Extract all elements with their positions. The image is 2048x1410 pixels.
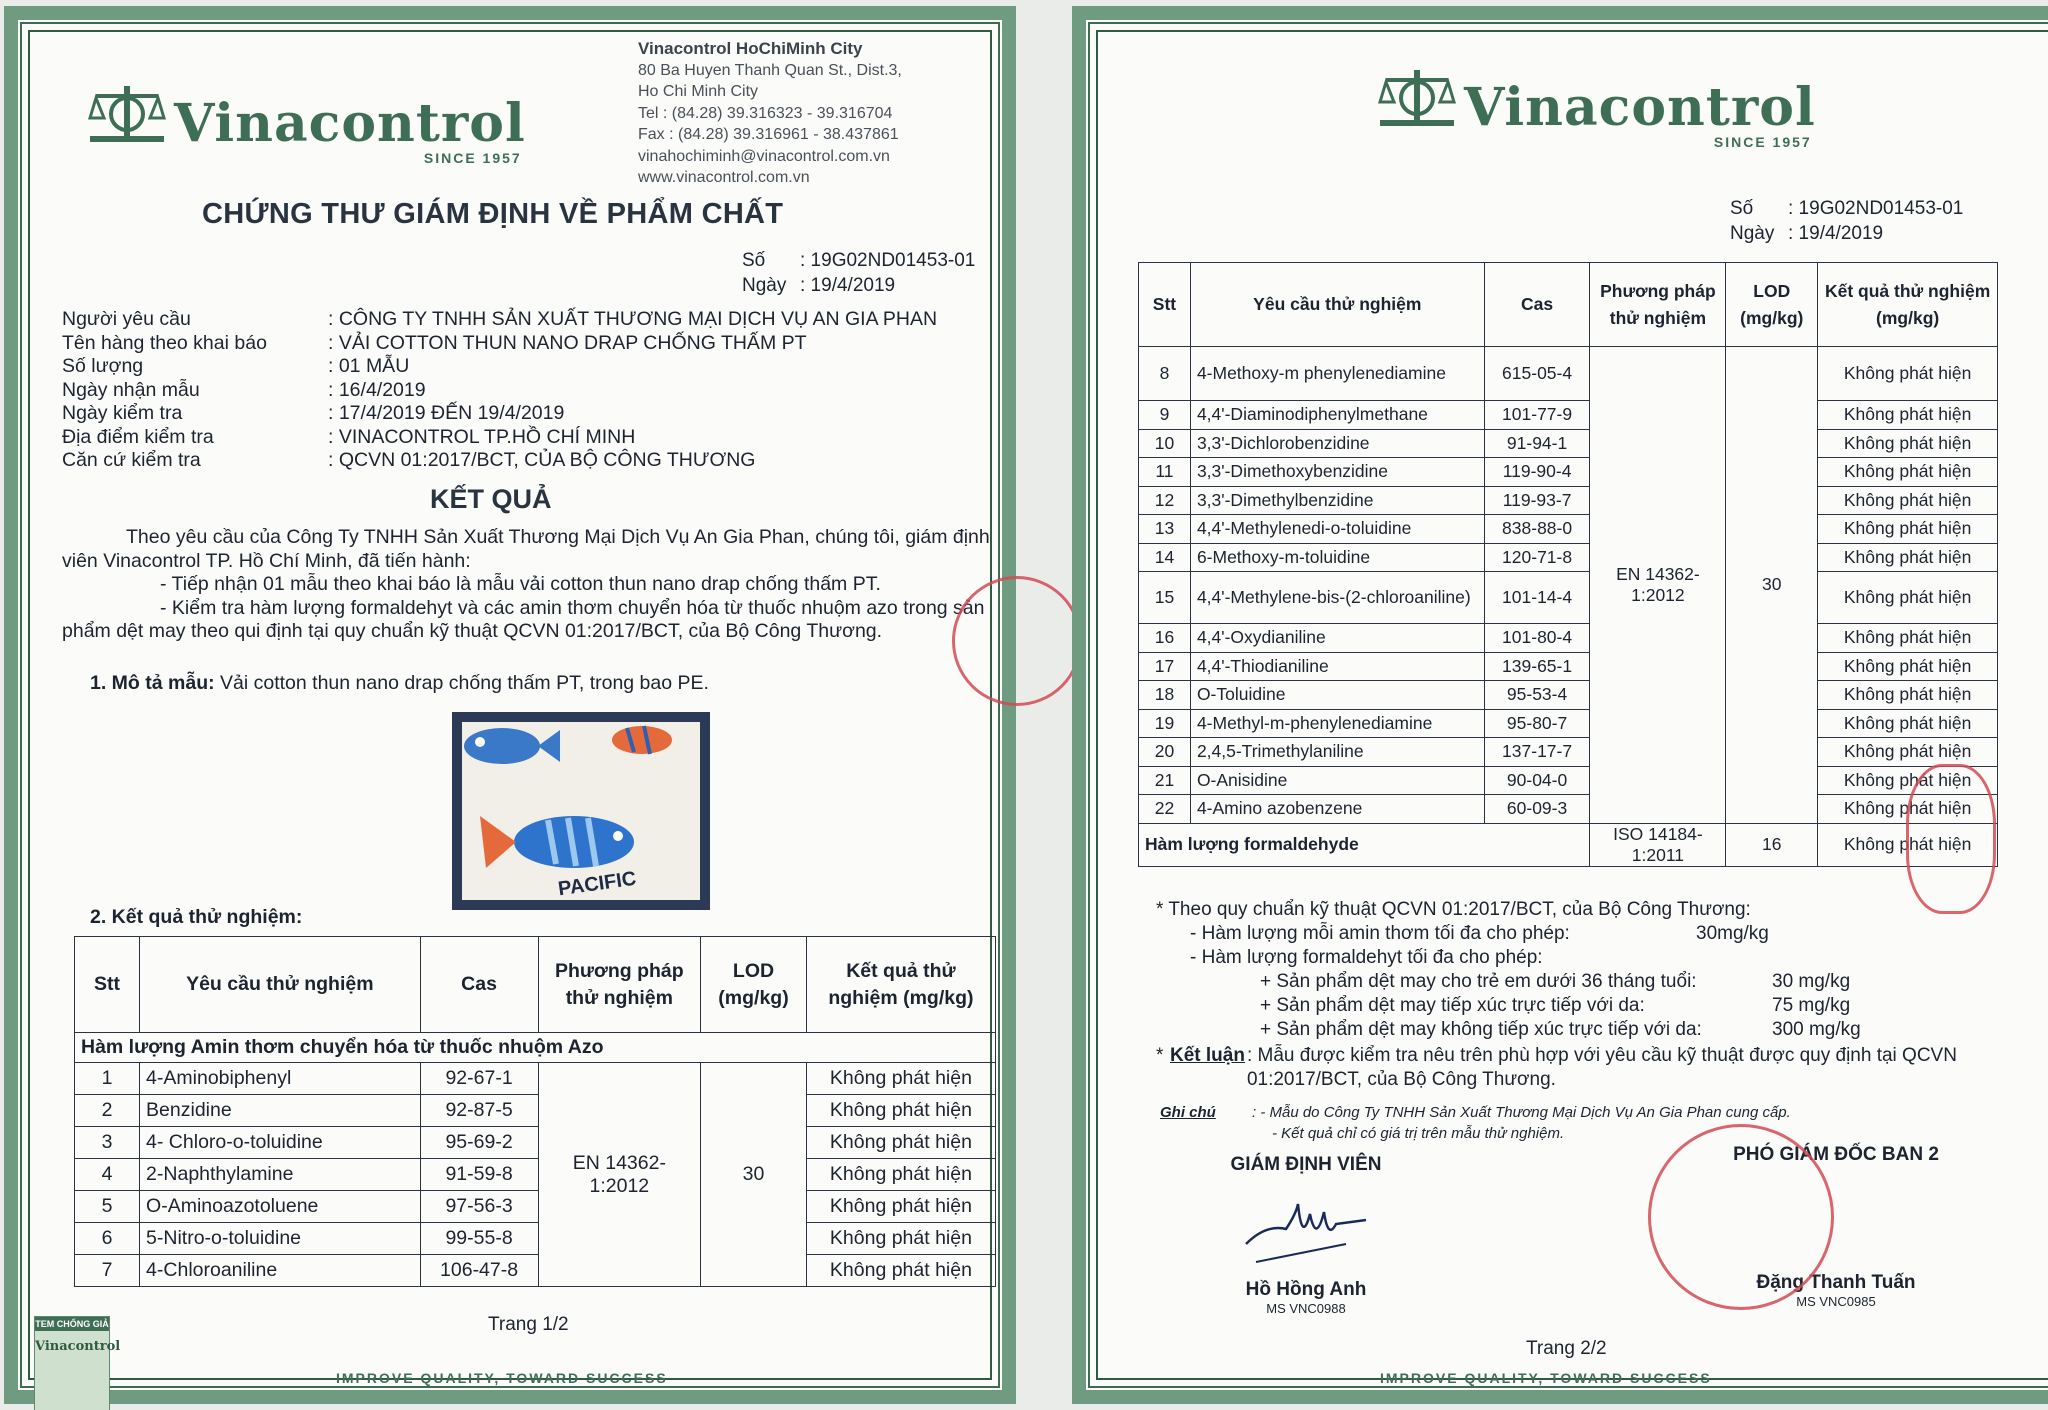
- red-company-stamp: [952, 576, 1082, 706]
- name-cell: 5-Nitro-o-toluidine: [140, 1223, 421, 1255]
- stt-cell: 7: [75, 1255, 140, 1287]
- red-company-stamp: [1648, 1124, 1834, 1310]
- name-cell: O-Anisidine: [1190, 766, 1484, 795]
- sample-photo: [452, 712, 710, 910]
- cas-cell: 101-77-9: [1484, 401, 1590, 430]
- document-title: CHỨNG THƯ GIÁM ĐỊNH VỀ PHẨM CHẤT: [202, 198, 784, 230]
- website-line: www.vinacontrol.com.vn: [638, 169, 810, 186]
- name-cell: 4,4'-Thiodianiline: [1190, 652, 1484, 681]
- so-value: : 19G02ND01453-01: [1788, 198, 1964, 219]
- note-value: 300 mg/kg: [1772, 1019, 1861, 1040]
- cas-cell: 99-55-8: [420, 1223, 538, 1255]
- stt-cell: 22: [1139, 795, 1191, 824]
- footnote-label: Ghi chú: [1160, 1104, 1216, 1121]
- table-row: [1139, 652, 1998, 681]
- table-row: [75, 1127, 996, 1159]
- results-heading: KẾT QUẢ: [430, 484, 552, 514]
- result-cell: Không phát hiện: [806, 1095, 995, 1127]
- results-table-1: [74, 936, 996, 1287]
- stt-cell: 10: [1139, 429, 1191, 458]
- name-cell: 4,4'-Methylenedi-o-toluidine: [1190, 515, 1484, 544]
- logo-wordmark: Vinacontrol: [1464, 77, 1816, 138]
- table-row: [1139, 458, 1998, 487]
- logo-since: SINCE 1957: [1713, 134, 1812, 150]
- regulation-notes: [1156, 898, 2036, 1092]
- section-test-results: [90, 906, 302, 929]
- scales-logo-icon: [1378, 64, 1456, 134]
- table-row: [1139, 738, 1998, 767]
- table-row: [1139, 486, 1998, 515]
- formaldehyde-label: Hàm lượng formaldehyde: [1139, 823, 1590, 866]
- table-row: [1139, 624, 1998, 653]
- note-value: 75 mg/kg: [1772, 995, 1851, 1016]
- col-header: LOD (mg/kg): [1726, 263, 1818, 347]
- note-label: - Hàm lượng mỗi amin thơm tối đa cho phép:: [1190, 923, 1570, 944]
- info-label: Ngày kiểm tra: [62, 402, 183, 424]
- lod-cell: 16: [1726, 823, 1818, 866]
- cas-cell: 137-17-7: [1484, 738, 1590, 767]
- stt-cell: 1: [75, 1063, 140, 1095]
- stt-cell: 15: [1139, 572, 1191, 624]
- conclusion-text: : Mẫu được kiểm tra nêu trên phù hợp với yêu cầu kỹ thuật được quy định tại QCVN 01:2017/BCT, của Bộ Công Thương.: [1246, 1045, 1957, 1090]
- info-value: : 17/4/2019 ĐẾN 19/4/2019: [328, 402, 565, 424]
- table-row: [1139, 347, 1998, 401]
- table-row: [1139, 429, 1998, 458]
- result-cell: Không phát hiện: [1818, 795, 1998, 824]
- col-header: Phương pháp thử nghiệm: [538, 937, 701, 1033]
- name-cell: 2-Naphthylamine: [140, 1159, 421, 1191]
- cas-cell: 60-09-3: [1484, 795, 1590, 824]
- stt-cell: 20: [1139, 738, 1191, 767]
- note-label: + Sản phẩm dệt may không tiếp xúc trực tiếp với da:: [1260, 1019, 1702, 1040]
- certificate-number-block: [742, 248, 975, 298]
- result-cell: Không phát hiện: [1818, 652, 1998, 681]
- table-row: [75, 1255, 996, 1287]
- sample-print-text: PACIFIC: [556, 867, 638, 900]
- so-label: Số: [1730, 198, 1754, 219]
- name-cell: 3,3'-Dimethoxybenzidine: [1190, 458, 1484, 487]
- tel-line: Tel : (84.28) 39.316323 - 39.316704: [638, 104, 893, 122]
- info-label: Người yêu cầu: [62, 308, 191, 330]
- result-cell: Không phát hiện: [1818, 515, 1998, 544]
- footer-slogan: IMPROVE QUALITY, TOWARD SUCCESS: [1380, 1370, 1712, 1386]
- col-header: Cas: [420, 937, 538, 1033]
- result-cell: Không phát hiện: [1818, 823, 1998, 866]
- table-row: [75, 1063, 996, 1095]
- cas-cell: 91-94-1: [1484, 429, 1590, 458]
- col-header: Stt: [75, 937, 140, 1033]
- name-cell: 4-Methyl-m-phenylenediamine: [1190, 709, 1484, 738]
- result-cell: Không phát hiện: [806, 1127, 995, 1159]
- result-cell: Không phát hiện: [1818, 347, 1998, 401]
- group-row: [75, 1033, 996, 1063]
- col-header: Kết quả thử nghiệm (mg/kg): [806, 937, 995, 1033]
- note-value: 30mg/kg: [1696, 923, 1769, 944]
- name-cell: 4-Chloroaniline: [140, 1255, 421, 1287]
- handwritten-signature: [1236, 1184, 1376, 1274]
- results-table-2: [1138, 262, 1998, 867]
- address-line: 80 Ba Huyen Thanh Quan St., Dist.3,: [638, 61, 902, 79]
- cas-cell: 101-80-4: [1484, 624, 1590, 653]
- request-info: [62, 308, 937, 473]
- method-cell: ISO 14184-1:2011: [1590, 823, 1726, 866]
- group-label: Hàm lượng Amin thơm chuyển hóa từ thuốc nhuộm Azo: [75, 1033, 996, 1063]
- info-label: Địa điểm kiểm tra: [62, 425, 214, 448]
- result-cell: Không phát hiện: [1818, 486, 1998, 515]
- cas-cell: 91-59-8: [420, 1159, 538, 1191]
- table-header-row: [1139, 263, 1998, 347]
- result-cell: Không phát hiện: [1818, 572, 1998, 624]
- result-cell: Không phát hiện: [1818, 709, 1998, 738]
- result-cell: Không phát hiện: [1818, 458, 1998, 487]
- col-header: Yêu cầu thử nghiệm: [140, 937, 421, 1033]
- table-header-row: [75, 937, 996, 1033]
- table-row: [75, 1159, 996, 1191]
- name-cell: 3,3'-Dichlorobenzidine: [1190, 429, 1484, 458]
- signer-role: GIÁM ĐỊNH VIÊN: [1230, 1154, 1382, 1175]
- result-cell: Không phát hiện: [806, 1255, 995, 1287]
- note-line: * Theo quy chuẩn kỹ thuật QCVN 01:2017/BCT, của Bộ Công Thương:: [1156, 899, 1751, 920]
- name-cell: 6-Methoxy-m-toluidine: [1190, 543, 1484, 572]
- intro-paragraph: Theo yêu cầu của Công Ty TNHH Sản Xuất Thương Mại Dịch Vụ An Gia Phan, chúng tôi, giám định viên Vinacontrol TP. Hồ Chí Minh, đã tiến hành:: [62, 526, 990, 572]
- stt-cell: 5: [75, 1191, 140, 1223]
- cas-cell: 95-69-2: [420, 1127, 538, 1159]
- stt-cell: 3: [75, 1127, 140, 1159]
- note-label: + Sản phẩm dệt may tiếp xúc trực tiếp với da:: [1260, 995, 1645, 1016]
- col-header: Stt: [1139, 263, 1191, 347]
- stt-cell: 17: [1139, 652, 1191, 681]
- section-label: 1. Mô tả mẫu:: [90, 672, 215, 694]
- stt-cell: 9: [1139, 401, 1191, 430]
- signer-code: MS VNC0985: [1796, 1294, 1876, 1309]
- section-value: Vải cotton thun nano drap chống thấm PT, trong bao PE.: [214, 672, 709, 694]
- ngay-label: Ngày: [1730, 223, 1775, 244]
- table-row: [1139, 515, 1998, 544]
- result-cell: Không phát hiện: [1818, 543, 1998, 572]
- cas-cell: 95-53-4: [1484, 681, 1590, 710]
- page-number: Trang 1/2: [488, 1314, 569, 1335]
- col-header: Kết quả thử nghiệm (mg/kg): [1818, 263, 1998, 347]
- page-number: Trang 2/2: [1526, 1338, 1607, 1359]
- col-header: Yêu cầu thử nghiệm: [1190, 263, 1484, 347]
- address-line: Ho Chi Minh City: [638, 83, 759, 100]
- stt-cell: 12: [1139, 486, 1191, 515]
- stt-cell: 14: [1139, 543, 1191, 572]
- logo-since: SINCE 1957: [423, 150, 522, 166]
- red-seal-partial: [1906, 764, 1996, 914]
- stt-cell: 11: [1139, 458, 1191, 487]
- cas-cell: 119-93-7: [1484, 486, 1590, 515]
- method-cell: EN 14362-1:2012: [1590, 347, 1726, 824]
- method-cell: EN 14362-1:2012: [538, 1063, 701, 1287]
- inspector-signature-block: [1186, 1154, 1426, 1316]
- cas-cell: 101-14-4: [1484, 572, 1590, 624]
- footer-slogan: IMPROVE QUALITY, TOWARD SUCCESS: [336, 1370, 668, 1386]
- name-cell: O-Aminoazotoluene: [140, 1191, 421, 1223]
- name-cell: 4-Aminobiphenyl: [140, 1063, 421, 1095]
- info-value: : VẢI COTTON THUN NANO DRAP CHỐNG THẤM PT: [328, 331, 807, 354]
- cas-cell: 92-67-1: [420, 1063, 538, 1095]
- lod-cell: 30: [1726, 347, 1818, 824]
- signer-code: MS VNC0988: [1266, 1301, 1346, 1316]
- cas-cell: 120-71-8: [1484, 543, 1590, 572]
- info-value: : 01 MẪU: [328, 355, 410, 377]
- table-row: [1139, 709, 1998, 738]
- cas-cell: 139-65-1: [1484, 652, 1590, 681]
- vinacontrol-logo: [88, 80, 526, 166]
- ngay-value: : 19/4/2019: [800, 275, 896, 296]
- stt-cell: 6: [75, 1223, 140, 1255]
- conclusion: * Kết luận : Mẫu được kiểm tra nêu trên phù hợp với yêu cầu kỹ thuật được quy định tại QCVN 01:2017/BCT, của Bộ Công Thương.: [1156, 1044, 2036, 1092]
- info-label: Tên hàng theo khai báo: [62, 331, 267, 354]
- result-cell: Không phát hiện: [1818, 401, 1998, 430]
- result-cell: Không phát hiện: [806, 1159, 995, 1191]
- conclusion-label: Kết luận: [1170, 1045, 1245, 1066]
- stt-cell: 21: [1139, 766, 1191, 795]
- signer-name: Hồ Hồng Anh: [1245, 1279, 1367, 1300]
- stt-cell: 8: [1139, 347, 1191, 401]
- stt-cell: 19: [1139, 709, 1191, 738]
- stt-cell: 16: [1139, 624, 1191, 653]
- name-cell: 2,4,5-Trimethylaniline: [1190, 738, 1484, 767]
- vinacontrol-logo: [1378, 64, 1816, 150]
- table-row: [1139, 543, 1998, 572]
- table-row: [75, 1095, 996, 1127]
- note-label: + Sản phẩm dệt may cho trẻ em dưới 36 tháng tuổi:: [1260, 971, 1697, 992]
- section-label: 2. Kết quả thử nghiệm:: [90, 906, 303, 928]
- certificate-page-1: [4, 6, 1016, 1404]
- name-cell: 4-Amino azobenzene: [1190, 795, 1484, 824]
- signer-role: PHÓ GIÁM ĐỐC BAN 2: [1733, 1144, 1939, 1165]
- cas-cell: 615-05-4: [1484, 347, 1590, 401]
- info-label: Số lượng: [62, 355, 144, 377]
- fish-pattern-image: [462, 722, 700, 900]
- stt-cell: 2: [75, 1095, 140, 1127]
- stt-cell: 18: [1139, 681, 1191, 710]
- result-cell: Không phát hiện: [1818, 429, 1998, 458]
- name-cell: 4,4'-Oxydianiline: [1190, 624, 1484, 653]
- result-cell: Không phát hiện: [1818, 738, 1998, 767]
- table-row: [75, 1223, 996, 1255]
- name-cell: 4,4'-Diaminodiphenylmethane: [1190, 401, 1484, 430]
- ngay-value: : 19/4/2019: [1788, 223, 1884, 244]
- table-row: [1139, 795, 1998, 824]
- table-row: [1139, 766, 1998, 795]
- table-row: [1139, 681, 1998, 710]
- info-value: : QCVN 01:2017/BCT, CỦA BỘ CÔNG THƯƠNG: [328, 449, 756, 471]
- col-header: LOD (mg/kg): [701, 937, 807, 1033]
- info-label: Căn cứ kiểm tra: [62, 449, 201, 471]
- cas-cell: 838-88-0: [1484, 515, 1590, 544]
- result-cell: Không phát hiện: [806, 1063, 995, 1095]
- contact-block: [638, 38, 902, 189]
- cas-cell: 90-04-0: [1484, 766, 1590, 795]
- formaldehyde-row: [1139, 823, 1998, 866]
- result-cell: Không phát hiện: [1818, 681, 1998, 710]
- cas-cell: 92-87-5: [420, 1095, 538, 1127]
- footnote-line: - Kết quả chỉ có giá trị trên mẫu thử nghiệm.: [1272, 1125, 1565, 1142]
- antifake-logo: Vinacontrol: [35, 1339, 121, 1354]
- col-header: Phương pháp thử nghiệm: [1590, 263, 1726, 347]
- so-label: Số: [742, 250, 766, 271]
- office-title: Vinacontrol HoChiMinh City: [638, 39, 863, 58]
- name-cell: 4-Methoxy-m phenylenediamine: [1190, 347, 1484, 401]
- name-cell: Benzidine: [140, 1095, 421, 1127]
- table-row: [75, 1191, 996, 1223]
- certificate-page-2: [1072, 6, 2048, 1404]
- email-line: vinahochiminh@vinacontrol.com.vn: [638, 147, 890, 165]
- table-row: [1139, 572, 1998, 624]
- name-cell: O-Toluidine: [1190, 681, 1484, 710]
- stt-cell: 4: [75, 1159, 140, 1191]
- note-line: - Hàm lượng formaldehyt tối đa cho phép:: [1190, 947, 1543, 968]
- section-sample-description: [90, 672, 709, 695]
- signer-name: Đặng Thanh Tuấn: [1756, 1272, 1916, 1293]
- cas-cell: 95-80-7: [1484, 709, 1590, 738]
- name-cell: 3,3'-Dimethylbenzidine: [1190, 486, 1484, 515]
- result-cell: Không phát hiện: [1818, 624, 1998, 653]
- fabric-sample: [462, 722, 700, 900]
- antifake-text: TEM CHỐNG GIẢ: [35, 1319, 109, 1329]
- so-value: : 19G02ND01453-01: [800, 250, 976, 271]
- col-header: Cas: [1484, 263, 1590, 347]
- note-value: 30 mg/kg: [1772, 971, 1851, 992]
- cas-cell: 119-90-4: [1484, 458, 1590, 487]
- scales-logo-icon: [88, 80, 166, 150]
- cas-cell: 106-47-8: [420, 1255, 538, 1287]
- name-cell: 4,4'-Methylene-bis-(2-chloroaniline): [1190, 572, 1484, 624]
- info-value: : 16/4/2019: [328, 378, 426, 401]
- fax-line: Fax : (84.28) 39.316961 - 38.437861: [638, 126, 899, 143]
- lod-cell: 30: [701, 1063, 807, 1287]
- result-cell: Không phát hiện: [806, 1223, 995, 1255]
- intro-bullet: - Kiểm tra hàm lượng formaldehyt và các amin thơm chuyển hóa từ thuốc nhuộm azo trong sản phẩm dệt may theo qui định tại quy chuẩn kỹ thuật QCVN 01:2017/BCT, của Bộ Công Thương.: [62, 596, 985, 642]
- footnote-line: : - Mẫu do Công Ty TNHH Sản Xuất Thương Mại Dịch Vụ An Gia Phan cung cấp.: [1252, 1104, 1791, 1121]
- info-value: : CÔNG TY TNHH SẢN XUẤT THƯƠNG MẠI DỊCH VỤ AN GIA PHAN: [328, 308, 938, 330]
- cas-cell: 97-56-3: [420, 1191, 538, 1223]
- result-cell: Không phát hiện: [806, 1191, 995, 1223]
- anti-counterfeit-label: [34, 1316, 121, 1410]
- ngay-label: Ngày: [742, 275, 787, 296]
- results-intro: [62, 526, 1002, 644]
- table-row: [1139, 401, 1998, 430]
- intro-bullet: - Tiếp nhận 01 mẫu theo khai báo là mẫu vải cotton thun nano drap chống thấm PT.: [160, 573, 881, 595]
- logo-wordmark: Vinacontrol: [174, 93, 526, 154]
- certificate-number-block: [1730, 196, 1963, 246]
- name-cell: 4- Chloro-o-toluidine: [140, 1127, 421, 1159]
- stt-cell: 13: [1139, 515, 1191, 544]
- result-cell: Không phát hiện: [1818, 766, 1998, 795]
- info-label: Ngày nhận mẫu: [62, 378, 200, 401]
- info-value: : VINACONTROL TP.HỒ CHÍ MINH: [328, 425, 636, 448]
